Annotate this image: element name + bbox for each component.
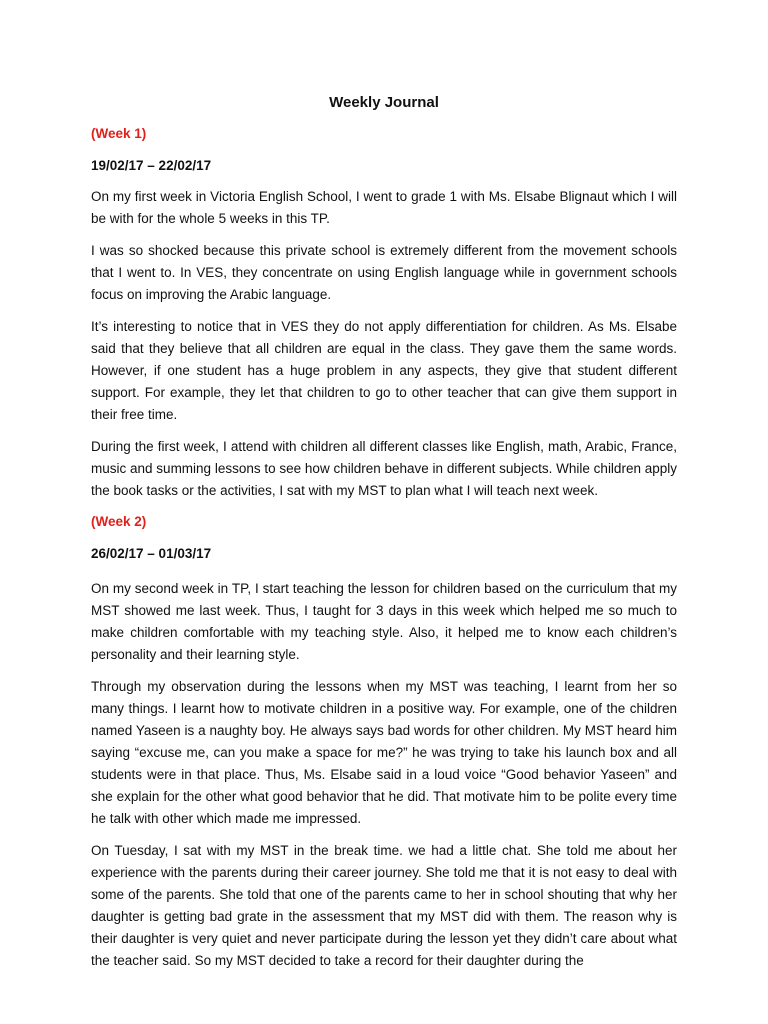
week-1-paragraph: I was so shocked because this private school is extremely different from the movement schools that I went to. In VES, they concentrate on using English language while in government schools focus on improving the Arabic language. bbox=[91, 243, 677, 302]
document-title: Weekly Journal bbox=[329, 94, 439, 111]
week-1-paragraph: It’s interesting to notice that in VES they do not apply differentiation for children. As Ms. Elsabe said that they believe that all children are equal in the class. They gave them the same words. However, if one student has a huge problem in any aspects, they give that student different support. For example, they let that children to go to other teacher that can give them support in their free time. bbox=[91, 319, 677, 422]
journal-content bbox=[91, 92, 677, 982]
week-1-dates: 19/02/17 – 22/02/17 bbox=[91, 158, 212, 173]
week-1-paragraph: On my first week in Victoria English School, I went to grade 1 with Ms. Elsabe Blignaut which I will be with for the whole 5 weeks in this TP. bbox=[91, 189, 677, 226]
week-1-heading: (Week 1) bbox=[91, 126, 147, 141]
week-2-heading: (Week 2) bbox=[91, 514, 147, 529]
week-2-dates: 26/02/17 – 01/03/17 bbox=[91, 546, 212, 561]
week-2-paragraph: On Tuesday, I sat with my MST in the break time. we had a little chat. She told me about her experience with the parents during their career journey. She told me that it is not easy to deal with some of the parents. She told that one of the parents came to her in school shouting that why her daughter is getting bad grate in the assessment that my MST did with them. The reason why is their daughter is very quiet and never participate during the lesson yet they didn’t care about what the teacher said. So my MST decided to take a record for their daughter during the bbox=[91, 843, 677, 968]
week-2-paragraph: On my second week in TP, I start teaching the lesson for children based on the curriculum that my MST showed me last week. Thus, I taught for 3 days in this week which helped me so much to make children comfortable with my teaching style. Also, it helped me to know each children’s personality and their learning style. bbox=[91, 581, 677, 662]
week-2-paragraph: Through my observation during the lessons when my MST was teaching, I learnt from her so many things. I learnt how to motivate children in a positive way. For example, one of the children named Yaseen is a naughty boy. He always says bad words for other children. My MST heard him saying “excuse me, can you make a space for me?” he was trying to take his launch box and all students were in that place. Thus, Ms. Elsabe said in a loud voice “Good behavior Yaseen” and she explain for the other what good behavior that he did. That motivate him to be polite every time he talk with other which made me impressed. bbox=[91, 679, 677, 826]
week-1-paragraph: During the first week, I attend with children all different classes like English, math, Arabic, France, music and summing lessons to see how children behave in different subjects. While children apply the book tasks or the activities, I sat with my MST to plan what I will teach next week. bbox=[91, 439, 677, 498]
